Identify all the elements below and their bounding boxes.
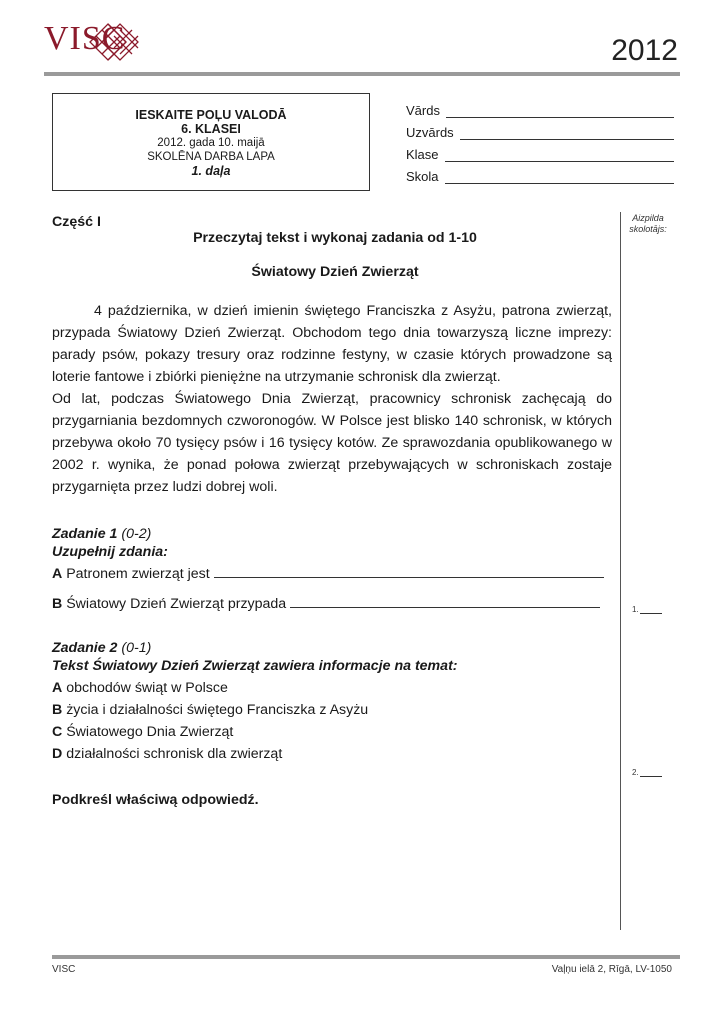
class-field[interactable] [406, 142, 674, 162]
task1-b-text: Światowy Dzień Zwierząt przypada [66, 596, 287, 612]
exam-title: IESKAITE POĻU VALODĀ [135, 108, 287, 122]
exam-date: 2012. gada 10. maijā [157, 137, 265, 149]
footer-address: Vaļņu ielā 2, Rīgā, LV-1050 [551, 964, 672, 975]
option-c-letter: C [52, 724, 63, 740]
exam-part: 1. daļa [191, 164, 231, 178]
task2-title: Zadanie 2 [52, 640, 118, 656]
score-box-2[interactable] [632, 768, 662, 777]
exam-info-box [52, 93, 370, 191]
task1-title: Zadanie 1 [52, 526, 118, 542]
task1-item-a [52, 563, 612, 585]
year: 2012 [611, 34, 678, 67]
score-label-2: 2. [632, 768, 639, 777]
task2-option-d[interactable] [52, 744, 282, 765]
teacher-fill-label: Aizpilda skolotājs: [629, 213, 667, 234]
part-heading: Część I [52, 214, 101, 230]
footer-left: VISC [52, 964, 76, 975]
task1-a-letter: A [52, 566, 63, 582]
exam-sheet: SKOLĒNA DARBA LAPA [147, 151, 275, 163]
surname-field-label: Uzvārds [406, 125, 454, 140]
score-box-1[interactable] [632, 605, 662, 614]
task2-final-instruction: Podkreśl właściwą odpowiedź. [52, 792, 259, 808]
option-c-text: Światowego Dnia Zwierząt [66, 724, 234, 740]
top-rule [44, 72, 680, 76]
option-d-letter: D [52, 746, 63, 762]
task1-points: (0-2) [121, 526, 152, 542]
reading-text [52, 300, 612, 498]
task2-question: Tekst Światowy Dzień Zwierząt zawiera informacje na temat: [52, 658, 458, 674]
task2-option-c[interactable] [52, 722, 233, 743]
name-field[interactable] [406, 98, 674, 118]
option-a-text: obchodów świąt w Polsce [66, 680, 228, 696]
task1-item-b [52, 593, 612, 615]
school-field[interactable] [406, 164, 674, 184]
option-b-text: życia i działalności świętego Franciszka z Asyżu [66, 702, 369, 718]
surname-field[interactable] [406, 120, 674, 140]
reading-paragraph-2: Od lat, podczas Światowego Dnia Zwierząt, pracownicy schronisk zachęcają do przygarniania bezdomnych czworonogów. W Polsce jest blisko 140 schronisk, w których przebywa około 70 tysięcy psów i 16 tysięcy kotów. Ze sprawozdania opublikowanego w 2002 r. wynika, że ponad połowa zwierząt przebywających w schroniskach zostaje przygarnięta przez ludzi dobrej woli. [52, 391, 612, 495]
option-a-letter: A [52, 680, 63, 696]
logo-text: VISC [44, 20, 126, 57]
text-title: Światowy Dzień Zwierząt [251, 264, 419, 280]
task1-instruction: Uzupełnij zdania: [52, 544, 168, 560]
class-field-label: Klase [406, 147, 439, 162]
task2-option-b[interactable] [52, 700, 368, 721]
score-label-1: 1. [632, 605, 639, 614]
option-b-letter: B [52, 702, 63, 718]
task1-b-answer-line[interactable] [290, 593, 600, 608]
option-d-text: działalności schronisk dla zwierząt [66, 746, 283, 762]
task1-b-letter: B [52, 596, 63, 612]
margin-divider [620, 212, 621, 930]
school-field-label: Skola [406, 169, 439, 184]
task2-option-a[interactable] [52, 678, 228, 699]
task1-a-text: Patronem zwierząt jest [66, 566, 210, 582]
exam-class: 6. KLASEI [181, 122, 241, 136]
name-field-label: Vārds [406, 103, 440, 118]
task1-a-answer-line[interactable] [214, 563, 604, 578]
instruction-heading: Przeczytaj tekst i wykonaj zadania od 1-10 [193, 230, 477, 246]
bottom-rule [52, 955, 680, 959]
task2-points: (0-1) [121, 640, 152, 656]
reading-paragraph-1: 4 października, w dzień imienin świętego Franciszka z Asyżu, patrona zwierząt, przypada Światowy Dzień Zwierząt. Obchodom tego dnia towarzyszą liczne imprezy: parady psów, pokazy tresury oraz rodzinne festyny, w czasie których prowadzone są loterie fantowe i zbiórki pieniężne na utrzymanie schronisk dla zwierząt. [52, 303, 612, 385]
